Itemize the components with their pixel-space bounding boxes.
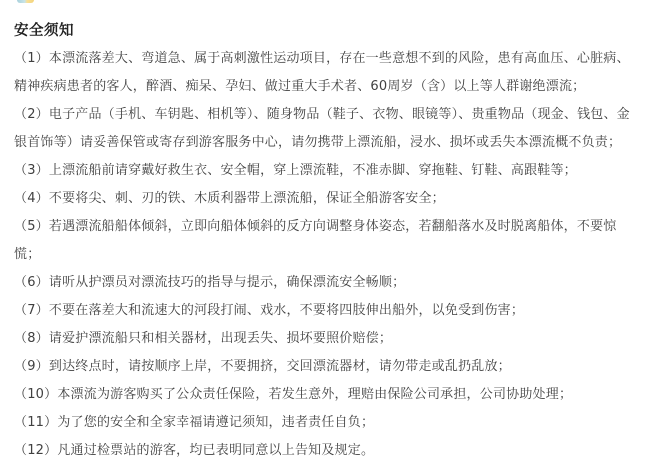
page-title: 安全须知 [14, 23, 74, 39]
notice-item-9: （9）到达终点时，请按顺序上岸，不要拥挤，交回漂流器材，请勿带走或乱扔乱放； [14, 359, 511, 374]
notice-item-6: （6）请听从护漂员对漂流技巧的指导与提示，确保漂流安全畅顺； [14, 275, 406, 290]
notice-item-7: （7）不要在落差大和流速大的河段打闹、戏水，不要将四肢伸出船外，以免受到伤害； [14, 303, 525, 318]
notice-item-5: （5）若遇漂流船船体倾斜，立即向船体倾斜的反方向调整身体姿态，若翻船落水及时脱离船体，不要惊慌； [14, 219, 617, 262]
cropped-emoji-icon [17, 0, 34, 3]
notice-item-10: （10）本漂流为游客购买了公众责任保险，若发生意外，理赔由保险公司承担，公司协助处理； [14, 387, 573, 402]
notice-item-1: （1）本漂流落差大、弯道急、属于高刺激性运动项目，存在一些意想不到的风险，患有高血压、心脏病、精神疾病患者的客人，醉酒、痴呆、孕妇、做过重大手术者、60周岁（含）以上等人群谢绝漂流； [14, 51, 630, 94]
notice-item-2: （2）电子产品（手机、车钥匙、相机等）、随身物品（鞋子、衣物、眼镜等）、贵重物品（现金、钱包、金银首饰等）请妥善保管或寄存到游客服务中心，请勿携带上漂流船，浸水、损坏或丢失本漂流概不负责； [14, 107, 630, 150]
notice-item-4: （4）不要将尖、刺、刃的铁、木质利器带上漂流船，保证全船游客安全； [14, 191, 445, 206]
notice-item-12: （12）凡通过检票站的游客，均已表明同意以上告知及规定。 [14, 443, 375, 458]
notice-list [14, 45, 636, 465]
notice-item-8: （8）请爱护漂流船只和相关器材，出现丢失、损坏要照价赔偿； [14, 331, 393, 346]
notice-item-3: （3）上漂流船前请穿戴好救生衣、安全帽，穿上漂流鞋，不准赤脚、穿拖鞋、钉鞋、高跟鞋等； [14, 163, 577, 178]
notice-item-11: （11）为了您的安全和全家幸福请遵记须知，违者责任自负； [14, 415, 375, 430]
